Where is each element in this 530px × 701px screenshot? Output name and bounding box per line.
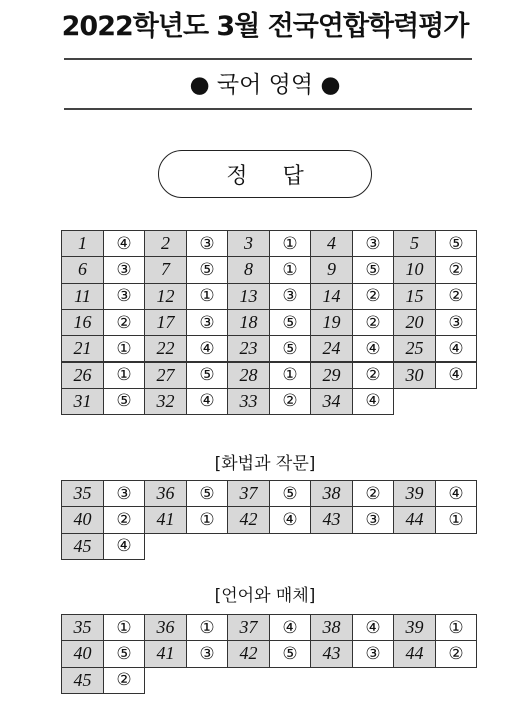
answer-choice: ① bbox=[103, 335, 145, 362]
question-number: 38 bbox=[310, 614, 353, 641]
question-number: 2 bbox=[144, 230, 187, 257]
answer-choice: ⑤ bbox=[269, 640, 311, 667]
answer-choice: ⑤ bbox=[352, 256, 394, 283]
answer-choice: ② bbox=[352, 283, 394, 310]
question-number: 5 bbox=[393, 230, 436, 257]
answer-choice: ① bbox=[103, 614, 145, 641]
question-number: 42 bbox=[227, 640, 270, 667]
question-number: 30 bbox=[393, 362, 436, 389]
question-number: 7 bbox=[144, 256, 187, 283]
question-number: 14 bbox=[310, 283, 353, 310]
question-number: 35 bbox=[61, 480, 104, 507]
question-number: 44 bbox=[393, 640, 436, 667]
question-number: 8 bbox=[227, 256, 270, 283]
question-number: 28 bbox=[227, 362, 270, 389]
subject-title: ● 국어 영역 ● bbox=[189, 72, 341, 98]
answer-choice: ② bbox=[435, 256, 477, 283]
question-number: 33 bbox=[227, 388, 270, 415]
question-number: 23 bbox=[227, 335, 270, 362]
question-number: 43 bbox=[310, 506, 353, 533]
answer-choice: ① bbox=[435, 506, 477, 533]
answer-choice: ⑤ bbox=[103, 388, 145, 415]
question-number: 29 bbox=[310, 362, 353, 389]
question-number: 11 bbox=[61, 283, 104, 310]
question-number: 40 bbox=[61, 640, 104, 667]
title-rule-top bbox=[64, 58, 472, 60]
answer-choice: ② bbox=[352, 362, 394, 389]
answer-choice: ④ bbox=[352, 388, 394, 415]
answer-choice: ⑤ bbox=[186, 256, 228, 283]
answer-choice: ① bbox=[269, 230, 311, 257]
question-number: 41 bbox=[144, 640, 187, 667]
answer-choice: ② bbox=[435, 283, 477, 310]
answer-choice: ④ bbox=[103, 533, 145, 560]
answer-choice: ③ bbox=[352, 640, 394, 667]
question-number: 3 bbox=[227, 230, 270, 257]
question-number: 13 bbox=[227, 283, 270, 310]
answer-choice: ④ bbox=[269, 506, 311, 533]
question-number: 45 bbox=[61, 533, 104, 560]
question-number: 26 bbox=[61, 362, 104, 389]
answer-choice: ⑤ bbox=[269, 309, 311, 336]
answer-choice: ② bbox=[103, 506, 145, 533]
question-number: 37 bbox=[227, 614, 270, 641]
section-label-elective1: [화법과 작문] bbox=[214, 454, 316, 474]
answer-choice: ⑤ bbox=[103, 640, 145, 667]
answer-choice: ② bbox=[435, 640, 477, 667]
question-number: 18 bbox=[227, 309, 270, 336]
question-number: 25 bbox=[393, 335, 436, 362]
question-number: 44 bbox=[393, 506, 436, 533]
answer-choice: ② bbox=[103, 667, 145, 694]
answer-choice: ③ bbox=[352, 230, 394, 257]
answer-choice: ④ bbox=[352, 614, 394, 641]
answer-choice: ⑤ bbox=[269, 480, 311, 507]
question-number: 24 bbox=[310, 335, 353, 362]
answer-choice: ④ bbox=[435, 480, 477, 507]
question-number: 9 bbox=[310, 256, 353, 283]
answer-choice: ① bbox=[186, 283, 228, 310]
answer-choice: ② bbox=[103, 309, 145, 336]
answer-choice: ⑤ bbox=[269, 335, 311, 362]
answer-choice: ③ bbox=[103, 480, 145, 507]
answer-choice: ③ bbox=[269, 283, 311, 310]
question-number: 21 bbox=[61, 335, 104, 362]
answer-choice: ③ bbox=[103, 256, 145, 283]
question-number: 37 bbox=[227, 480, 270, 507]
question-number: 17 bbox=[144, 309, 187, 336]
answer-choice: ② bbox=[352, 309, 394, 336]
answer-choice: ① bbox=[435, 614, 477, 641]
question-number: 39 bbox=[393, 614, 436, 641]
answer-choice: ③ bbox=[186, 309, 228, 336]
question-number: 6 bbox=[61, 256, 104, 283]
answer-choice: ① bbox=[269, 256, 311, 283]
question-number: 22 bbox=[144, 335, 187, 362]
question-number: 4 bbox=[310, 230, 353, 257]
question-number: 12 bbox=[144, 283, 187, 310]
answer-choice: ⑤ bbox=[186, 362, 228, 389]
question-number: 34 bbox=[310, 388, 353, 415]
answer-choice: ④ bbox=[186, 335, 228, 362]
question-number: 40 bbox=[61, 506, 104, 533]
answer-choice: ④ bbox=[186, 388, 228, 415]
answer-choice: ① bbox=[186, 506, 228, 533]
question-number: 43 bbox=[310, 640, 353, 667]
answer-choice: ④ bbox=[269, 614, 311, 641]
question-number: 10 bbox=[393, 256, 436, 283]
answer-choice: ② bbox=[352, 480, 394, 507]
answer-choice: ③ bbox=[103, 283, 145, 310]
answer-choice: ④ bbox=[103, 230, 145, 257]
question-number: 41 bbox=[144, 506, 187, 533]
section-label-elective2: [언어와 매체] bbox=[214, 586, 316, 606]
page-title: 2022학년도 3월 전국연합학력평가 bbox=[61, 11, 469, 42]
answer-choice: ③ bbox=[435, 309, 477, 336]
question-number: 32 bbox=[144, 388, 187, 415]
question-number: 36 bbox=[144, 614, 187, 641]
answer-choice: ④ bbox=[435, 335, 477, 362]
answer-key-label: 정 답 bbox=[158, 150, 372, 198]
answer-choice: ③ bbox=[186, 230, 228, 257]
answer-choice: ⑤ bbox=[435, 230, 477, 257]
answer-choice: ① bbox=[103, 362, 145, 389]
answer-choice: ① bbox=[269, 362, 311, 389]
question-number: 1 bbox=[61, 230, 104, 257]
question-number: 15 bbox=[393, 283, 436, 310]
question-number: 16 bbox=[61, 309, 104, 336]
answer-choice: ③ bbox=[352, 506, 394, 533]
question-number: 39 bbox=[393, 480, 436, 507]
answer-choice: ③ bbox=[186, 640, 228, 667]
question-number: 35 bbox=[61, 614, 104, 641]
question-number: 42 bbox=[227, 506, 270, 533]
question-number: 38 bbox=[310, 480, 353, 507]
question-number: 31 bbox=[61, 388, 104, 415]
answer-choice: ④ bbox=[435, 362, 477, 389]
question-number: 36 bbox=[144, 480, 187, 507]
answer-choice: ⑤ bbox=[186, 480, 228, 507]
title-rule-bottom bbox=[64, 108, 472, 110]
question-number: 19 bbox=[310, 309, 353, 336]
answer-choice: ② bbox=[269, 388, 311, 415]
answer-choice: ④ bbox=[352, 335, 394, 362]
question-number: 45 bbox=[61, 667, 104, 694]
question-number: 20 bbox=[393, 309, 436, 336]
answer-choice: ① bbox=[186, 614, 228, 641]
question-number: 27 bbox=[144, 362, 187, 389]
